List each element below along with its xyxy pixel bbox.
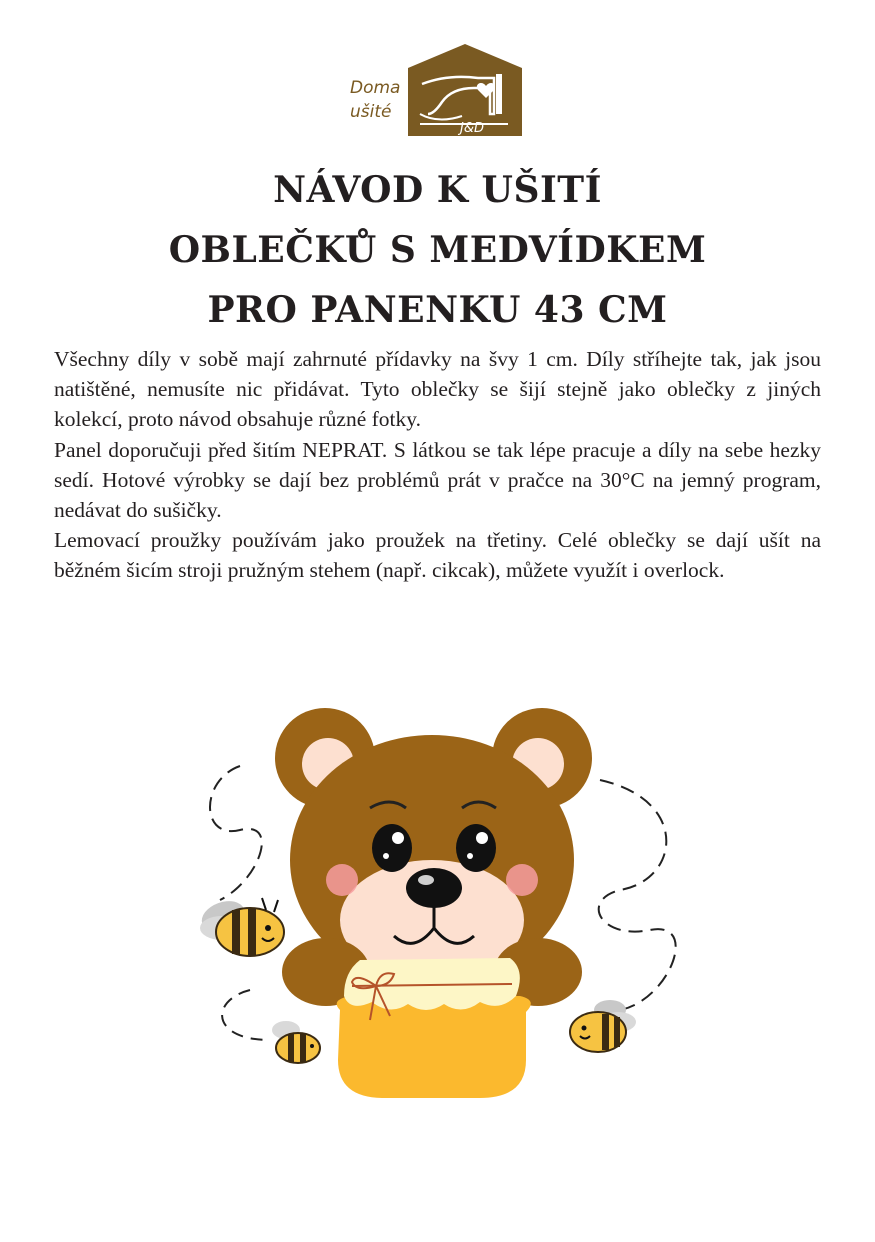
logo-text — [350, 76, 400, 124]
title-line3: PRO PANENKU 43 CM — [207, 289, 668, 331]
dashed-flight-path-bottom — [222, 990, 270, 1040]
paragraph-binding-strips: Lemovací proužky používám jako proužek na třetiny. Celé oblečky se dají ušít na běžném šicím stroji pružným stehem (např. cikcak), můžete využít i overlock. — [54, 528, 821, 583]
title-line1: NÁVOD K UŠITÍ — [273, 169, 602, 211]
paragraph-seam-allowance: Všechny díly v sobě mají zahrnuté přídavky na švy 1 cm. Díly stříhejte tak, jak jsou natištěné, nemusíte nic přidávat. Tyto oblečky se šijí stejně jako oblečky z jiných kolekcí, proto návod obsahuje různé fotky. — [54, 347, 821, 432]
paragraph-washing: Panel doporučuji před šitím NEPRAT. S látkou se tak lépe pracuje a díly na sebe hezky sedí. Hotové výrobky se dají bez problémů prát v pračce na 30°C na jemný program, nedávat do sušičky. — [54, 437, 821, 523]
honey-jar-icon — [337, 958, 531, 1098]
title-line2: OBLEČKŮ S MEDVÍDKEM — [168, 229, 707, 271]
logo-text-line1: Doma — [350, 78, 401, 98]
dashed-flight-path-right — [599, 780, 676, 1010]
instructions-text — [54, 344, 821, 586]
sewing-machine-house-icon — [408, 44, 522, 136]
page-title — [0, 160, 875, 340]
logo-text-line2: ušité — [350, 102, 392, 122]
bear-with-honey-illustration — [180, 700, 700, 1110]
bear-nose-icon — [406, 868, 462, 908]
logo-badge: J&D — [460, 121, 484, 136]
bee-icon — [198, 896, 284, 956]
brand-logo — [346, 44, 526, 136]
dashed-flight-path-left — [210, 766, 262, 900]
bee-icon — [272, 1021, 320, 1063]
